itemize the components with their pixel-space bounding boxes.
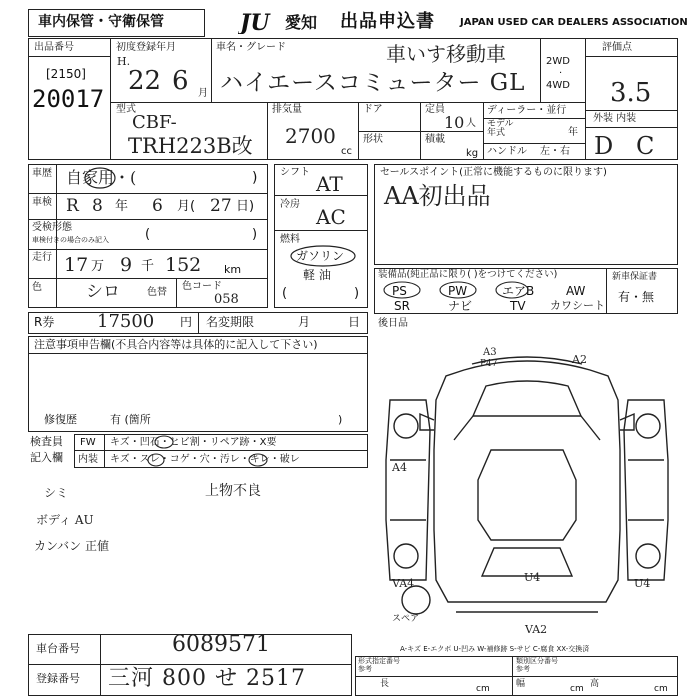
inspector-label-2: 記入欄 [30,451,63,464]
remark-2: 上物不良 [205,483,261,499]
rear-label: 後日品 [378,318,408,329]
diagram-mark-va4: VA4 [392,577,415,590]
history-label: 車歴 [32,168,52,179]
storage-label: 車内保管・守衛保管 [38,14,164,30]
color-code-label: 色コード [182,281,222,292]
fuel-diesel: 軽 油 [303,268,331,282]
inspector-interior: 内装 [78,454,98,465]
equipment-ps: PS [392,284,407,298]
rating-score: 3.5 [610,78,652,108]
equipment-aw: AW [566,284,586,298]
mileage-label: 走行 [32,252,52,263]
equipment-navi: ナビ [448,299,473,313]
plate-value: 三河 800 せ 2517 [108,666,306,691]
mileage-unit-2: 千 [141,259,155,274]
car-name-value: ハイエースコミューター GL [220,70,526,96]
shaken-month: 6 [152,196,163,216]
form-wid: 幅 [516,679,526,689]
mileage-unit-1: 万 [91,259,105,274]
shaken-year: 8 [92,196,103,216]
equipment-pw: PW [448,284,468,298]
color-change-label: 色替 [147,287,167,298]
rating-exterior: D [594,132,614,160]
recycle-unit: 円 [180,315,193,329]
equipment-seat: カワシート [550,299,605,312]
load-unit: kg [466,148,479,159]
dealer-label: ディーラー・並行 [487,105,567,116]
form-row-2: 類別区分番号 参考 [516,657,558,674]
mileage-value-2: 9 [120,254,133,276]
car-name-label: 車名・グレード [216,42,286,53]
model-line1: CBF- [132,112,177,133]
displacement-label: 排気量 [272,104,302,115]
rating-ext-int-label: 外装 内装 [593,113,637,124]
load-label: 積載 [425,134,445,145]
form-hgt: 高 [590,679,600,689]
rating-label: 評価点 [602,42,632,53]
history-value: 自家用・( [66,168,137,187]
capacity-label: 定員 [425,104,445,115]
equipment-sr: SR [394,299,410,313]
handle-label: ハンドル [487,146,527,157]
lot-code: [2150] [46,67,86,81]
form-len-cm: cm [476,684,490,694]
equipment-label: 装備品(純正品に限り( )をつけてください) [378,269,558,280]
shift-value: AT [316,172,343,196]
equipment-circles-icon [378,280,548,300]
mileage-value-3: 152 [165,254,202,276]
mileage-unit-3: km [224,263,242,276]
diagram-mark-a3: A3 [483,347,497,358]
color-label: 色 [32,282,42,293]
diagram-mark-p47: P47 [480,359,498,369]
lot-label: 出品番号 [34,42,74,53]
diagram-mark-va2: VA2 [525,623,548,636]
chassis-label: 車台番号 [36,642,80,655]
drive-dot: · [559,68,563,79]
door-label: ドア [363,104,383,115]
chassis-value: 6089571 [172,632,270,657]
name-change-label: 名変期限 [206,315,255,329]
capacity-unit: 人 [466,118,476,129]
model-label: 型式 [116,104,136,115]
fuel-paren-open: ( [282,286,288,301]
logo-mark: JU [240,10,270,34]
selling-point-value: AA初出品 [384,182,491,210]
fuel-label: 燃料 [280,234,300,245]
form-row-1: 形式指定番号 参考 [358,657,400,674]
inspector-label-1: 検査員 [30,435,63,448]
drive-4wd: 4WD [546,80,570,91]
acceptance-paren-close: ) [252,227,258,242]
handle-options: 左・右 [540,146,570,157]
rating-interior: C [636,132,655,160]
drive-2wd: 2WD [546,56,570,67]
fuel-paren-close: ) [354,286,360,301]
shaken-month-unit: 月( [177,199,196,214]
inspector-row2: キズ・スレ・コゲ・穴・汚レ・キレ・破レ [110,454,300,465]
diagram-mark-a4: A4 [392,461,407,474]
remark-3: ボディ AU [36,513,94,527]
diagram-legend: A-キズ E-エクボ U-凹み W-補修跡 S-サビ C-腐食 XX-交換済 [400,645,590,653]
capacity-value: 10 [444,113,465,132]
acceptance-paren-open: ( [145,227,151,242]
lot-number: 20017 [32,85,105,113]
acceptance-note: 車検付きの場合のみ記入 [32,236,109,244]
registration-month: 6 [172,66,189,96]
history-circle-icon [84,166,118,190]
shaken-day-unit: 日) [236,199,255,214]
recycle-value: 17500 [97,311,155,332]
remark-1: シミ [44,486,69,500]
door-shape-label: 形状 [363,134,383,145]
name-change-month: 月 [298,315,311,329]
aircon-label: 冷房 [280,199,300,210]
selling-point-block [374,164,678,265]
model-year-unit: 年 [568,127,578,138]
association-name: JAPAN USED CAR DEALERS ASSOCIATION [460,17,688,28]
inspector-marks-icon [130,434,290,468]
repair-label: 修復歴 [44,413,77,426]
displacement-value: 2700 [285,124,336,148]
registration-label: 初度登録年月 [116,42,176,53]
diagram-spare-label: スペア [392,614,420,624]
plate-label: 登録番号 [36,672,80,685]
registration-month-unit: 月 [198,88,208,99]
vehicle-diagram [376,330,678,632]
displacement-unit: cc [341,146,352,157]
mileage-value-1: 17 [64,254,89,276]
equipment-airbag: エアB [502,284,535,298]
registration-year: 22 [128,66,162,96]
ju-logo-icon [238,10,284,34]
shaken-label: 車検 [32,197,52,208]
color-code: 058 [214,292,239,307]
aircon-value: AC [316,205,346,229]
recycle-label: R券 [34,315,55,329]
car-name-note: 車いす移動車 [386,42,506,66]
model-year-label: モデル 年式 [487,119,514,139]
diagram-mark-u4-right: U4 [634,577,651,590]
shift-label: シフト [280,167,310,178]
fuel-gasoline: ガソリン [296,249,345,263]
form-hgt-cm: cm [654,684,668,694]
name-change-day: 日 [348,315,361,329]
form-len: 長 [380,679,390,689]
shaken-era: R [66,196,79,216]
registration-era: H. [117,55,131,68]
org-name: 愛知 [285,13,318,32]
shaken-day: 27 [210,196,232,216]
remark-4: カンバン 正値 [34,539,109,553]
history-close: ) [252,170,258,186]
doc-title: 出品申込書 [340,11,435,32]
acceptance-label: 受検形態 [32,222,72,233]
diagram-mark-a2: A2 [572,353,587,366]
notes-label: 注意事項申告欄(不具合内容等は具体的に記入して下さい) [34,338,318,351]
model-line2: TRH223B改 [128,134,253,158]
inspector-row1: キズ・凹石・ヒビ割・リペア跡・X要 [110,437,277,448]
repair-close: ) [338,413,343,426]
selling-point-label: セールスポイント(正常に機能するものに限ります) [380,167,607,178]
color-value: シロ [86,282,120,302]
form-wid-cm: cm [570,684,584,694]
repair-value: 有 (箇所 [110,413,151,426]
warranty-options: 有・無 [618,290,655,304]
equipment-tv: TV [510,299,526,313]
diagram-mark-u4-center: U4 [524,571,541,584]
shaken-year-unit: 年 [115,199,129,214]
inspector-fw: FW [80,437,96,448]
fuel-circle-icon [290,244,356,268]
warranty-label: 新車保証書 [612,272,658,282]
